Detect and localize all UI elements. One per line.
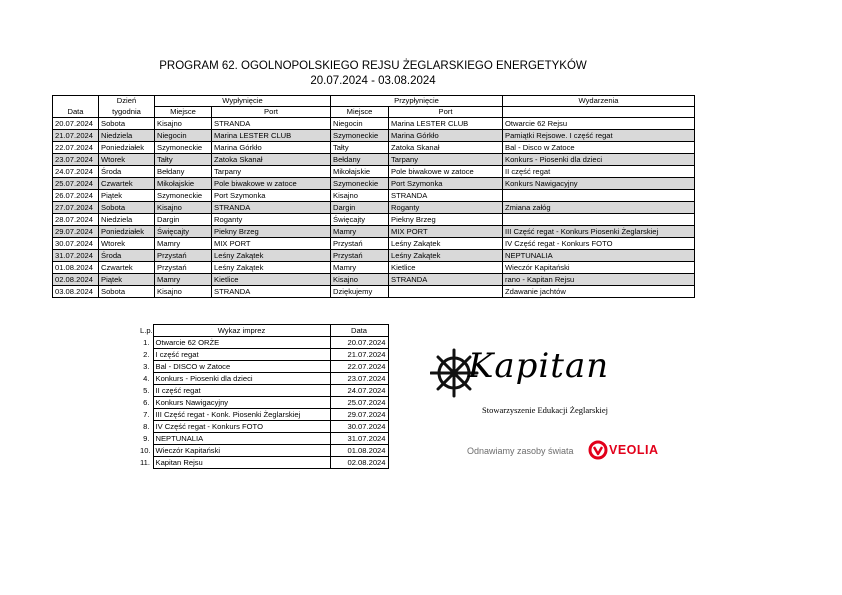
cell-day: Poniedziałek	[99, 226, 155, 238]
sponsor-name: VEOLIA	[609, 443, 659, 457]
schedule-table	[52, 95, 695, 298]
table-row	[53, 118, 695, 130]
cell-day: Czwartek	[99, 262, 155, 274]
cell-day: Sobota	[99, 118, 155, 130]
cell-dep-port: Port Szymonka	[212, 190, 331, 202]
cell-event: Bal - Disco w Zatoce	[503, 142, 695, 154]
cell-day: Piątek	[99, 274, 155, 286]
event-lp: 11.	[140, 458, 150, 467]
cell-arr-port: Roganty	[389, 202, 503, 214]
event-date: 21.07.2024	[330, 349, 388, 361]
table-row	[53, 190, 695, 202]
cell-event: Pamiątki Rejsowe. I część regat	[503, 130, 695, 142]
cell-arr-port: Leśny Zakątek	[389, 238, 503, 250]
event-date: 30.07.2024	[330, 421, 388, 433]
cell-dep-port: Roganty	[212, 214, 331, 226]
cell-day: Wtorek	[99, 154, 155, 166]
header-day-line1: Dzień	[99, 96, 155, 107]
header-day-line2: tygodnia	[99, 107, 155, 118]
cell-dep-place: Niegocin	[155, 130, 212, 142]
cell-dep-place: Święcajty	[155, 226, 212, 238]
cell-event	[503, 190, 695, 202]
cell-arr-place: Mamry	[331, 262, 389, 274]
document-date-range: 20.07.2024 - 03.08.2024	[310, 75, 436, 87]
header-arrival-port: Port	[389, 107, 503, 118]
header-date-spacer	[53, 96, 99, 107]
cell-dep-port: STRANDA	[212, 118, 331, 130]
header-arrival: Przypłynięcie	[331, 96, 503, 107]
cell-arr-place: Szymoneckie	[331, 178, 389, 190]
event-name: Otwarcie 62 ORŻE	[153, 337, 330, 349]
cell-dep-port: Marina LESTER CLUB	[212, 130, 331, 142]
cell-dep-place: Kisajno	[155, 202, 212, 214]
cell-event	[503, 214, 695, 226]
list-item	[138, 433, 388, 445]
cell-date: 20.07.2024	[53, 118, 99, 130]
events-header-date: Data	[330, 325, 388, 337]
event-lp: 6.	[143, 398, 150, 407]
event-date: 25.07.2024	[330, 397, 388, 409]
event-name: Bal - DISCO w Zatoce	[153, 361, 330, 373]
cell-dep-port: Marina Górkło	[212, 142, 331, 154]
cell-date: 23.07.2024	[53, 154, 99, 166]
event-name: Kapitan Rejsu	[153, 457, 330, 469]
table-row	[53, 262, 695, 274]
list-item	[138, 337, 388, 349]
cell-arr-port: Pole biwakowe w zatoce	[389, 166, 503, 178]
cell-day: Środa	[99, 166, 155, 178]
event-lp: 3.	[143, 362, 150, 371]
cell-dep-port: Kietlice	[212, 274, 331, 286]
cell-arr-port: Marina Górkło	[389, 130, 503, 142]
cell-day: Piątek	[99, 190, 155, 202]
list-item	[138, 457, 388, 469]
cell-event: III Część regat - Konkurs Piosenki Żeglarskiej	[503, 226, 695, 238]
table-row	[53, 202, 695, 214]
event-lp: 5.	[143, 386, 150, 395]
cell-date: 21.07.2024	[53, 130, 99, 142]
event-name: II część regat	[153, 385, 330, 397]
cell-dep-place: Szymoneckie	[155, 142, 212, 154]
cell-event: Wieczór Kapitański	[503, 262, 695, 274]
cell-dep-place: Kisajno	[155, 118, 212, 130]
sponsor-tagline: Odnawiamy zasoby świata	[467, 446, 574, 456]
event-lp: 9.	[143, 434, 150, 443]
list-item	[138, 349, 388, 361]
table-row	[53, 274, 695, 286]
event-date: 20.07.2024	[330, 337, 388, 349]
list-item	[138, 373, 388, 385]
cell-arr-port: MIX PORT	[389, 226, 503, 238]
cell-day: Środa	[99, 250, 155, 262]
event-date: 31.07.2024	[330, 433, 388, 445]
event-date: 01.08.2024	[330, 445, 388, 457]
cell-event: Zdawanie jachtów	[503, 286, 695, 298]
cell-arr-place: Kisajno	[331, 274, 389, 286]
event-lp: 2.	[143, 350, 150, 359]
cell-arr-port: Port Szymonka	[389, 178, 503, 190]
cell-arr-port: Zatoka Skanał	[389, 142, 503, 154]
cell-arr-place: Mikołajskie	[331, 166, 389, 178]
cell-dep-port: Leśny Zakątek	[212, 262, 331, 274]
cell-arr-place: Niegocin	[331, 118, 389, 130]
cell-arr-place: Kisajno	[331, 190, 389, 202]
event-name: NEPTUNALIA	[153, 433, 330, 445]
cell-event: II część regat	[503, 166, 695, 178]
cell-arr-place: Święcajty	[331, 214, 389, 226]
cell-arr-place: Dziękujemy	[331, 286, 389, 298]
table-row	[53, 154, 695, 166]
cell-date: 30.07.2024	[53, 238, 99, 250]
cell-dep-place: Szymoneckie	[155, 190, 212, 202]
cell-arr-port: Kietlice	[389, 262, 503, 274]
cell-event: Konkurs - Piosenki dla dzieci	[503, 154, 695, 166]
cell-date: 03.08.2024	[53, 286, 99, 298]
cell-dep-place: Mamry	[155, 238, 212, 250]
cell-event: NEPTUNALIA	[503, 250, 695, 262]
table-row	[53, 250, 695, 262]
cell-dep-place: Mamry	[155, 274, 212, 286]
cell-dep-port: MIX PORT	[212, 238, 331, 250]
list-item	[138, 385, 388, 397]
cell-arr-place: Mamry	[331, 226, 389, 238]
event-date: 29.07.2024	[330, 409, 388, 421]
cell-dep-place: Przystań	[155, 262, 212, 274]
header-events-spacer	[503, 107, 695, 118]
event-name: IV Część regat - Konkurs FOTO	[153, 421, 330, 433]
table-row	[53, 214, 695, 226]
cell-date: 26.07.2024	[53, 190, 99, 202]
cell-arr-port: STRANDA	[389, 274, 503, 286]
cell-date: 25.07.2024	[53, 178, 99, 190]
cell-event: IV Część regat - Konkurs FOTO	[503, 238, 695, 250]
cell-dep-port: STRANDA	[212, 202, 331, 214]
cell-arr-port: Marina LESTER CLUB	[389, 118, 503, 130]
events-list-table	[138, 324, 389, 469]
cell-date: 29.07.2024	[53, 226, 99, 238]
cell-dep-port: Tarpany	[212, 166, 331, 178]
cell-arr-port	[389, 286, 503, 298]
list-item	[138, 397, 388, 409]
cell-arr-place: Szymoneckie	[331, 130, 389, 142]
kapitan-logo-subtitle: Stowarzyszenie Edukacji Żeglarskiej	[482, 405, 609, 415]
cell-date: 31.07.2024	[53, 250, 99, 262]
list-item	[138, 361, 388, 373]
table-row	[53, 166, 695, 178]
cell-event: Zmiana załóg	[503, 202, 695, 214]
cell-arr-port: Tarpany	[389, 154, 503, 166]
cell-dep-place: Kisajno	[155, 286, 212, 298]
cell-date: 24.07.2024	[53, 166, 99, 178]
cell-day: Sobota	[99, 286, 155, 298]
cell-day: Sobota	[99, 202, 155, 214]
header-date: Data	[53, 107, 99, 118]
cell-dep-place: Mikołajskie	[155, 178, 212, 190]
cell-dep-place: Dargin	[155, 214, 212, 226]
list-item	[138, 409, 388, 421]
cell-event: Konkurs Nawigacyjny	[503, 178, 695, 190]
cell-event: rano - Kapitan Rejsu	[503, 274, 695, 286]
event-name: Konkurs - Piosenki dla dzieci	[153, 373, 330, 385]
cell-dep-port: STRANDA	[212, 286, 331, 298]
list-item	[138, 421, 388, 433]
cell-dep-port: Piekny Brzeg	[212, 226, 331, 238]
list-item	[138, 445, 388, 457]
header-departure-place: Miejsce	[155, 107, 212, 118]
cell-arr-port: STRANDA	[389, 190, 503, 202]
kapitan-logo-word: Kapitan	[468, 346, 610, 386]
cell-date: 01.08.2024	[53, 262, 99, 274]
cell-day: Niedziela	[99, 130, 155, 142]
events-header-lp: L.p.	[140, 326, 153, 335]
table-row	[53, 286, 695, 298]
cell-dep-port: Leśny Zakątek	[212, 250, 331, 262]
event-lp: 8.	[143, 422, 150, 431]
header-arrival-place: Miejsce	[331, 107, 389, 118]
cell-arr-place: Dargin	[331, 202, 389, 214]
table-row	[53, 142, 695, 154]
cell-date: 27.07.2024	[53, 202, 99, 214]
table-row	[53, 238, 695, 250]
event-lp: 7.	[143, 410, 150, 419]
document-title: PROGRAM 62. OGOLNOPOLSKIEGO REJSU ŻEGLARSKIEGO ENERGETYKÓW	[159, 60, 587, 72]
table-row	[53, 226, 695, 238]
cell-dep-port: Zatoka Skanał	[212, 154, 331, 166]
cell-day: Wtorek	[99, 238, 155, 250]
cell-event: Otwarcie 62 Rejsu	[503, 118, 695, 130]
cell-arr-place: Przystań	[331, 238, 389, 250]
event-date: 02.08.2024	[330, 457, 388, 469]
cell-date: 22.07.2024	[53, 142, 99, 154]
cell-dep-port: Pole biwakowe w zatoce	[212, 178, 331, 190]
event-date: 23.07.2024	[330, 373, 388, 385]
cell-arr-place: Tałty	[331, 142, 389, 154]
events-header-name: Wykaz imprez	[153, 325, 330, 337]
event-name: I część regat	[153, 349, 330, 361]
event-lp: 10.	[140, 446, 151, 455]
table-row	[53, 130, 695, 142]
cell-arr-port: Leśny Zakątek	[389, 250, 503, 262]
header-events: Wydarzenia	[503, 96, 695, 107]
cell-dep-place: Bełdany	[155, 166, 212, 178]
cell-arr-place: Bełdany	[331, 154, 389, 166]
event-date: 24.07.2024	[330, 385, 388, 397]
table-row	[53, 178, 695, 190]
cell-dep-place: Tałty	[155, 154, 212, 166]
cell-day: Czwartek	[99, 178, 155, 190]
cell-date: 28.07.2024	[53, 214, 99, 226]
header-departure-port: Port	[212, 107, 331, 118]
cell-day: Niedziela	[99, 214, 155, 226]
cell-arr-place: Przystań	[331, 250, 389, 262]
veolia-swirl-icon	[588, 440, 608, 460]
event-date: 22.07.2024	[330, 361, 388, 373]
event-lp: 4.	[143, 374, 150, 383]
cell-day: Poniedziałek	[99, 142, 155, 154]
cell-dep-place: Przystań	[155, 250, 212, 262]
event-name: Konkurs Nawigacyjny	[153, 397, 330, 409]
event-name: Wieczór Kapitański	[153, 445, 330, 457]
cell-date: 02.08.2024	[53, 274, 99, 286]
event-lp: 1.	[143, 338, 150, 347]
cell-arr-port: Piekny Brzeg	[389, 214, 503, 226]
header-departure: Wypłynięcie	[155, 96, 331, 107]
event-name: III Część regat - Konk. Piosenki Żeglarskiej	[153, 409, 330, 421]
